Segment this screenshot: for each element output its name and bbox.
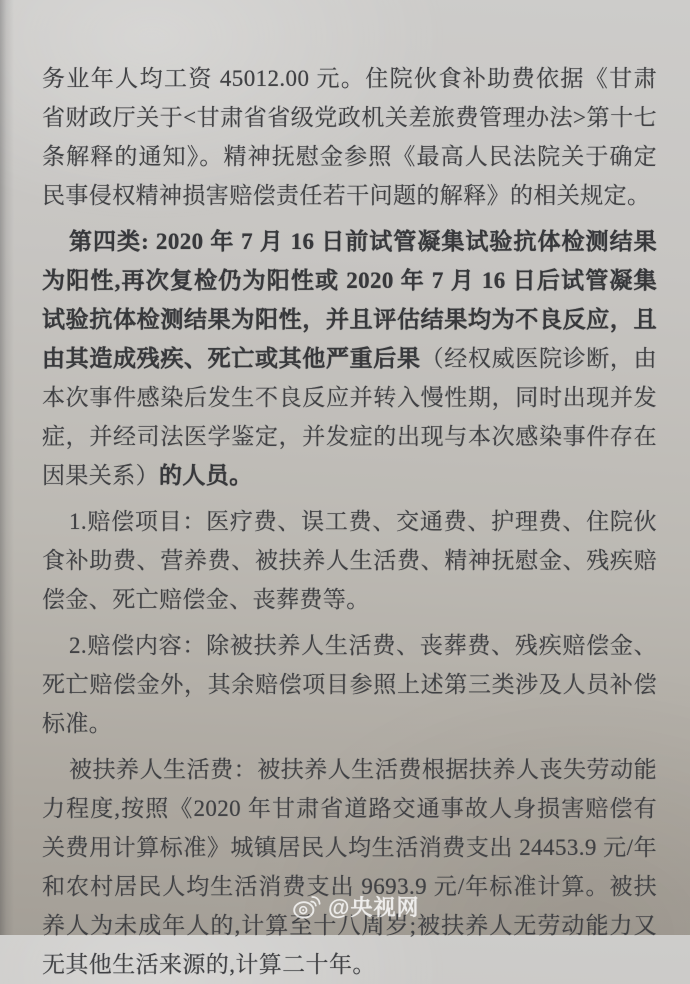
category-four-parenthetical: （经权威医院诊断，由本次事件感染后发生不良反应并转入慢性期，同时出现并发症，并经司法医学鉴定，并发症的出现与本次感染事件存在因果关系） [42,346,657,488]
watermark-handle: @央视网 [328,895,420,920]
document-body [42,59,657,984]
category-four-tail: 的人员。 [159,463,253,488]
paragraph-category-four [42,222,657,495]
paragraph-compensation-content: 2.赔偿内容：除被扶养人生活费、丧葬费、残疾赔偿金、死亡赔偿金外，其余赔偿项目参照上述第三类涉及人员补偿标准。 [42,633,657,736]
watermark [292,891,419,922]
weibo-icon [292,894,321,920]
paragraph-wage-basis: 务业年人均工资 45012.00 元。住院伙食补助费依据《甘肃省财政厅关于<甘肃省省级党政机关差旅费管理办法>第十七条解释的通知》。精神抚慰金参照《最高人民法院关于确定民事侵权精神损害赔偿责任若干问题的解释》的相关规定。 [42,66,657,208]
paragraph-compensation-items: 1.赔偿项目：医疗费、误工费、交通费、护理费、住院伙食补助费、营养费、被扶养人生活费、精神抚慰金、残疾赔偿金、死亡赔偿金、丧葬费等。 [42,509,657,612]
category-four-definition: 第四类: 2020 年 7 月 16 日前试管凝集试验抗体检测结果为阳性,再次复检仍为阳性或 2020 年 7 月 16 日后试管凝集试验抗体检测结果为阳性，并且评估结果均为不良反应，且由其造成残疾、死亡或其他严重后果 [42,229,657,371]
paragraph-dependents-living-expense: 被扶养人生活费：被扶养人生活费根据扶养人丧失劳动能力程度,按照《2020 年甘肃省道路交通事故人身损害赔偿有关费用计算标准》城镇居民人均生活消费支出 24453.9 元/年和农村居民人均生活消费支出 9693.9 元/年标准计算。被扶养人为未成年人的,计算至十八周岁;被扶养人无劳动能力又无其他生活来源的,计算二十年。 [42,757,657,977]
